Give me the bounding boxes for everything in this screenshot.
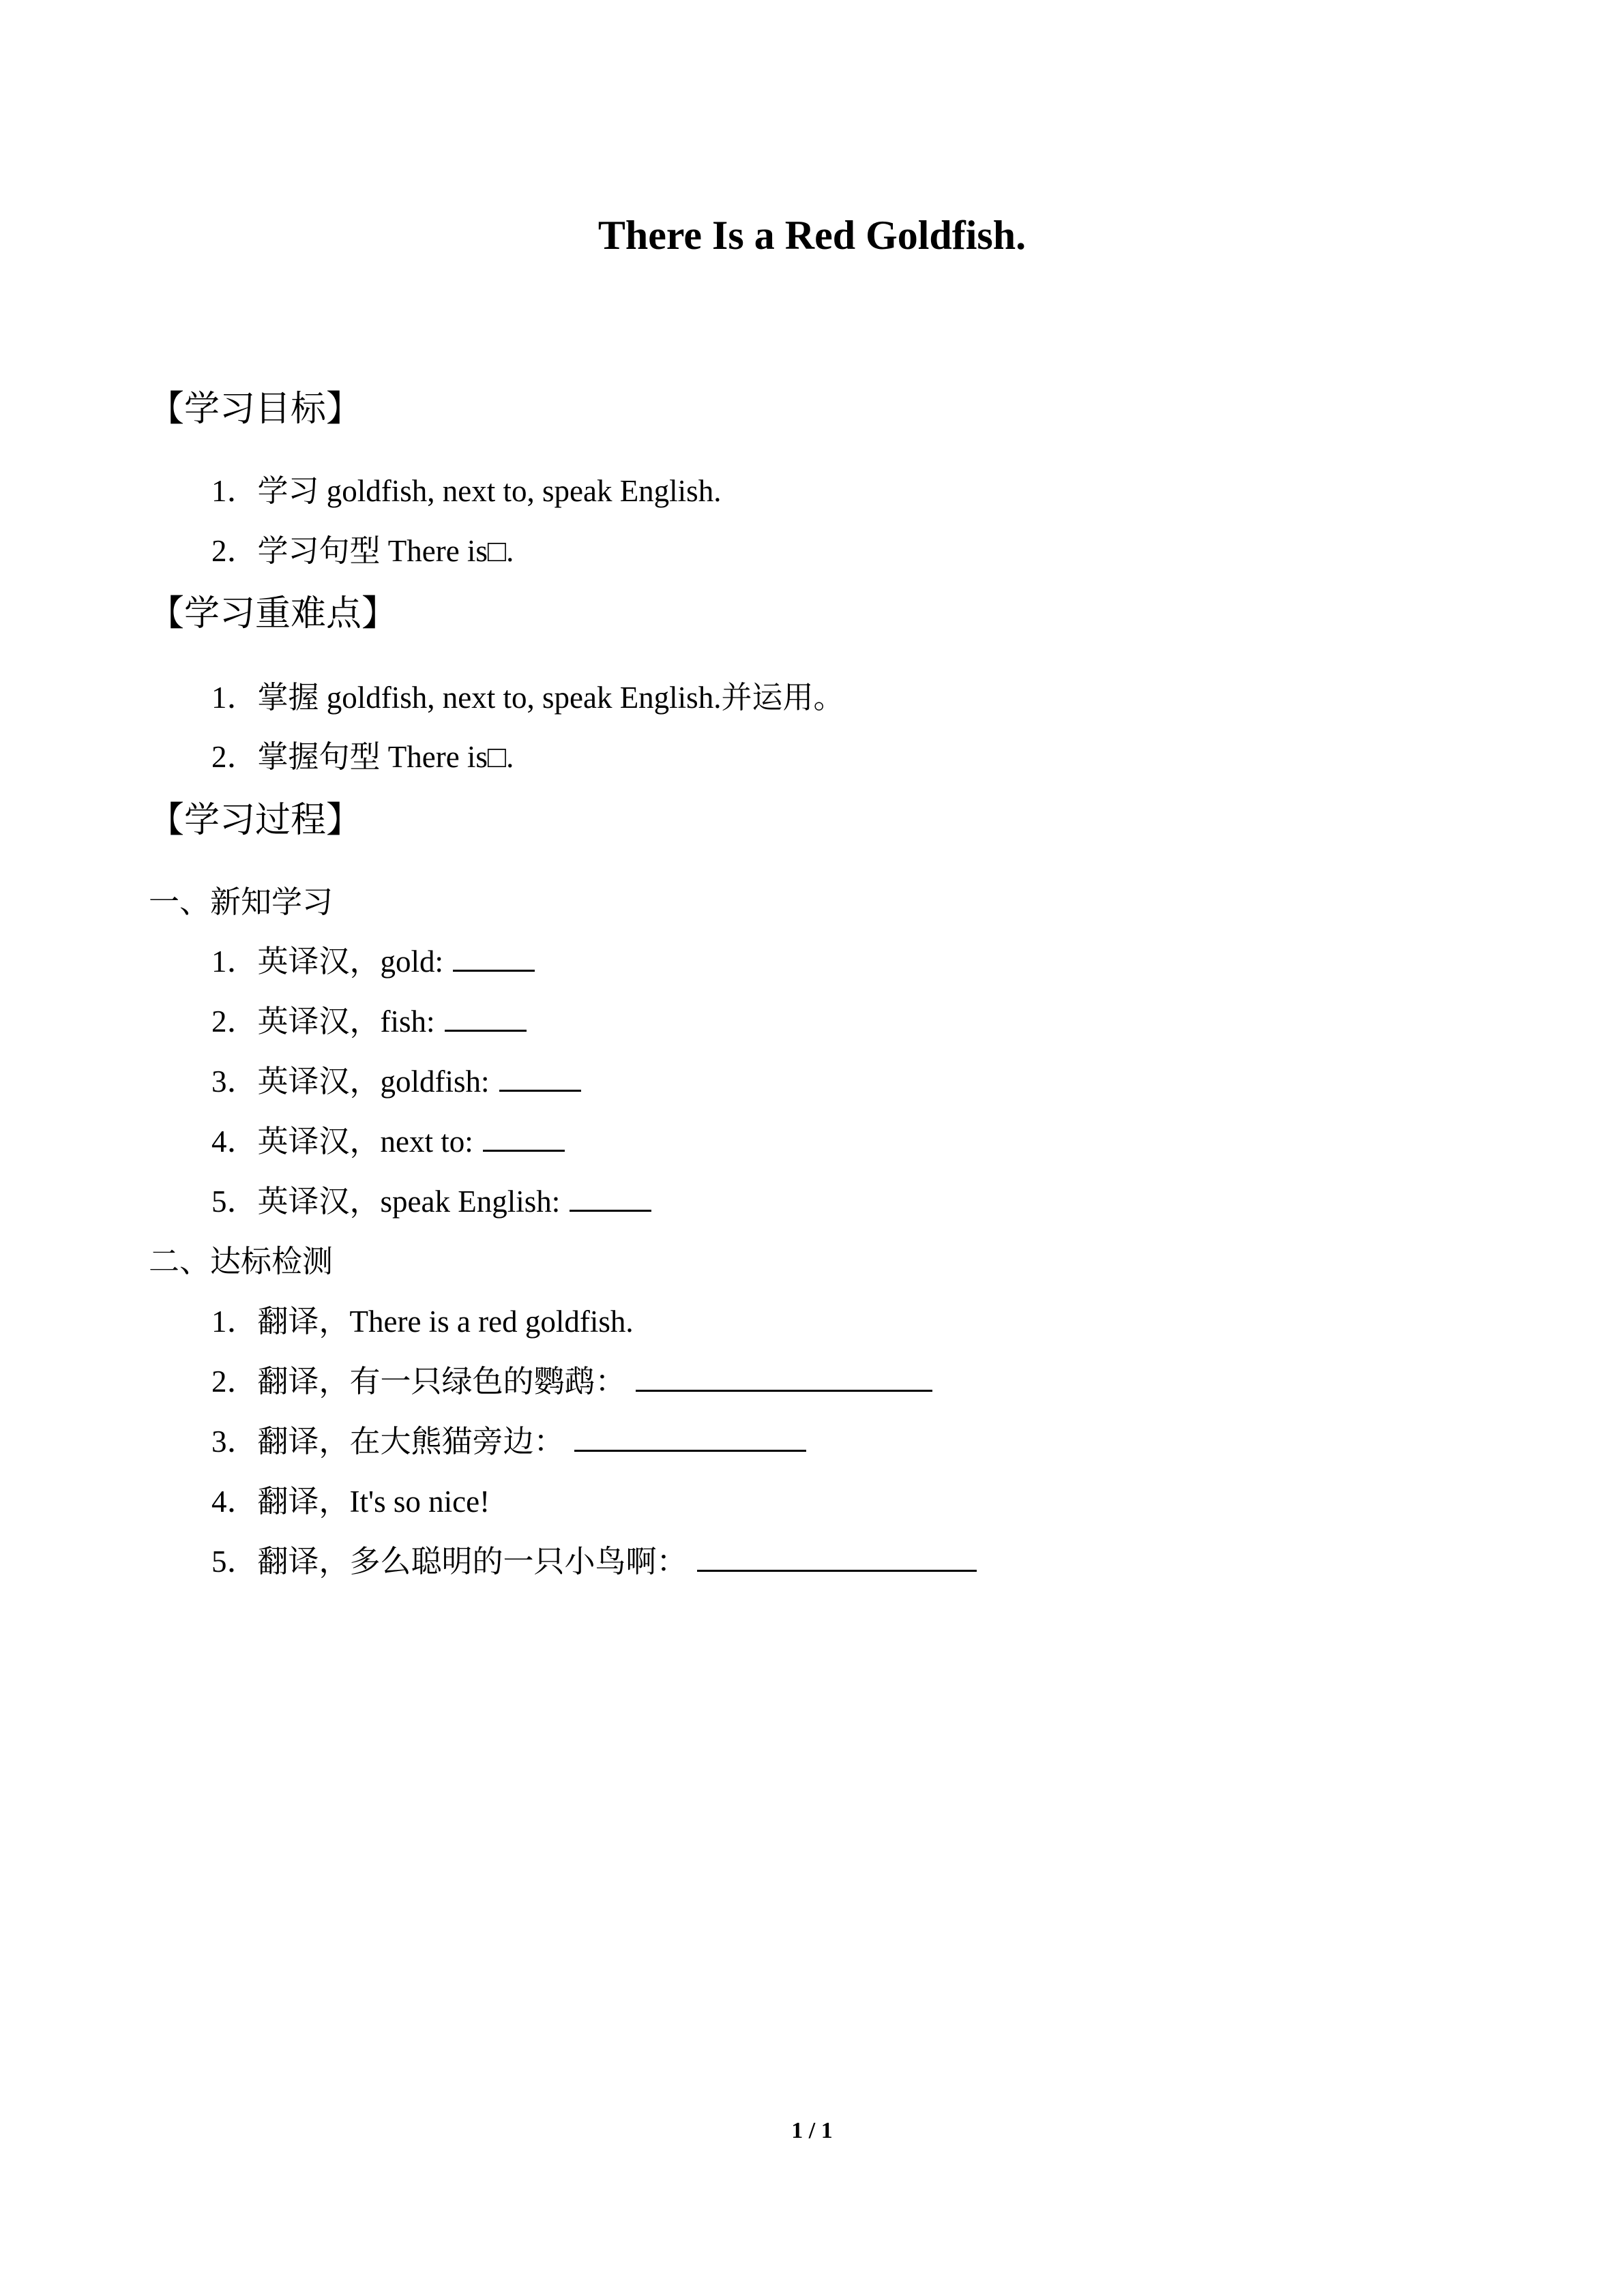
new-knowledge-item-3-text: 3．英译汉，goldfish: <box>211 1064 490 1099</box>
new-knowledge-item-5 <box>211 1181 651 1222</box>
key-points-item-1: 1．掌握 goldfish, next to, speak English.并运用。 <box>211 681 844 715</box>
key-points-item-2: 2．掌握句型 There is□. <box>211 740 514 774</box>
test-label: 二、达标检测 <box>149 1244 334 1279</box>
answer-blank[interactable] <box>570 1182 651 1212</box>
goals-heading: 【学习目标】 <box>149 389 362 430</box>
new-knowledge-item-2-text: 2．英译汉，fish: <box>211 1004 435 1039</box>
document-title: There Is a Red Goldfish. <box>597 213 1027 258</box>
answer-blank[interactable] <box>574 1422 806 1452</box>
test-item-2-text: 2．翻译，有一只绿色的鹦鹉： <box>211 1365 626 1399</box>
new-knowledge-item-2 <box>211 1001 527 1042</box>
key-points-heading: 【学习重难点】 <box>149 593 398 634</box>
answer-blank[interactable] <box>445 1002 527 1032</box>
test-item-2 <box>211 1361 932 1402</box>
answer-blank[interactable] <box>697 1542 977 1572</box>
test-item-3-text: 3．翻译，在大熊猫旁边： <box>211 1425 565 1459</box>
answer-blank[interactable] <box>499 1062 581 1092</box>
answer-blank[interactable] <box>483 1122 565 1152</box>
new-knowledge-item-1 <box>211 941 535 982</box>
answer-blank[interactable] <box>636 1362 932 1392</box>
new-knowledge-item-3 <box>211 1061 581 1102</box>
process-heading: 【学习过程】 <box>149 800 362 841</box>
new-knowledge-label: 一、新知学习 <box>149 885 334 919</box>
new-knowledge-item-5-text: 5．英译汉，speak English: <box>211 1184 561 1219</box>
new-knowledge-item-4-text: 4．英译汉，next to: <box>211 1124 473 1159</box>
new-knowledge-item-4 <box>211 1121 565 1162</box>
test-item-3 <box>211 1421 806 1462</box>
answer-blank[interactable] <box>453 942 535 972</box>
test-item-5-text: 5．翻译，多么聪明的一只小鸟啊： <box>211 1545 688 1579</box>
page-number: 1 / 1 <box>791 2118 833 2143</box>
goals-item-2: 2．学习句型 There is□. <box>211 534 514 568</box>
goals-item-1: 1．学习 goldfish, next to, speak English. <box>211 474 722 508</box>
test-item-4: 4．翻译，It's so nice! <box>211 1485 490 1519</box>
test-item-1: 1．翻译，There is a red goldfish. <box>211 1304 634 1339</box>
test-item-5 <box>211 1541 977 1582</box>
new-knowledge-item-1-text: 1．英译汉，gold: <box>211 944 444 979</box>
